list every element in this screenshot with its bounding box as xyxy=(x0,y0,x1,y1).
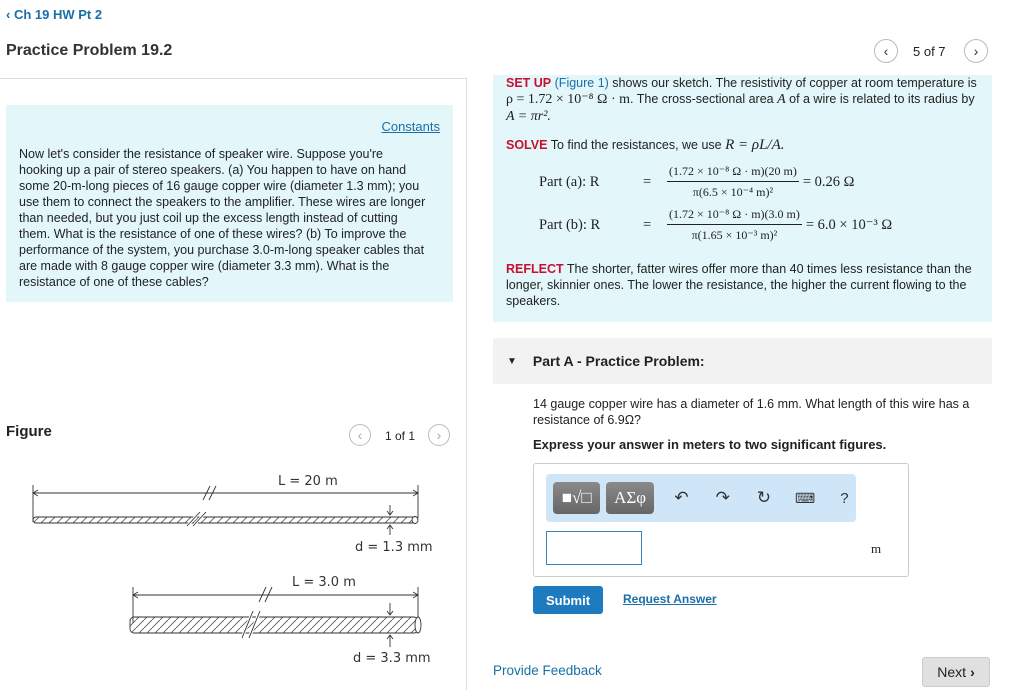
setup-text: shows our sketch. The resistivity of copper at room temperature is xyxy=(608,76,977,90)
math-toolbar xyxy=(546,474,856,522)
wire-1 xyxy=(33,517,415,523)
answer-area xyxy=(533,463,909,577)
solve-label: SOLVE xyxy=(506,138,548,152)
keyboard-icon[interactable]: ⌨ xyxy=(795,489,816,506)
figure-pagination: 1 of 1 xyxy=(385,429,416,443)
figure-label: Figure xyxy=(6,423,52,440)
chevron-left-icon: ‹ xyxy=(883,43,889,59)
numerator: (1.72 × 10⁻⁸ Ω · m)(3.0 m) xyxy=(667,206,802,225)
unit-label: m xyxy=(871,541,882,556)
eq-sign: = xyxy=(643,173,652,190)
page-title: Practice Problem 19.2 xyxy=(6,42,173,59)
solve-text: To find the resistances, we use xyxy=(547,138,726,152)
divider xyxy=(0,78,466,79)
chevron-right-icon: › xyxy=(973,43,979,59)
part-a-header[interactable] xyxy=(493,338,992,384)
denominator: π(6.5 × 10⁻⁴ m)² xyxy=(692,185,774,199)
wire-2 xyxy=(130,617,418,633)
next-problem-button[interactable] xyxy=(964,39,988,63)
denominator: π(1.65 × 10⁻³ m)² xyxy=(691,228,778,242)
constants-link[interactable]: Constants xyxy=(381,119,440,134)
solve-paragraph xyxy=(506,137,785,153)
chevron-right-icon: › xyxy=(436,427,442,443)
vertical-divider xyxy=(466,78,467,690)
back-link[interactable]: ‹ Ch 19 HW Pt 2 xyxy=(6,7,103,22)
prev-problem-button[interactable] xyxy=(874,39,898,63)
rho-expression: ρ = 1.72 × 10⁻⁸ Ω · m xyxy=(506,92,631,107)
numerator: (1.72 × 10⁻⁸ Ω · m)(20 m) xyxy=(667,163,799,182)
fraction xyxy=(667,163,799,200)
figure-next-button[interactable] xyxy=(428,424,450,446)
question-text: 14 gauge copper wire has a diameter of 1.6 mm. What length of this wire has a resistance of 6.9Ω? xyxy=(533,397,970,427)
setup-paragraph xyxy=(506,75,982,125)
setup-text: . The cross-sectional area xyxy=(630,92,778,106)
area-symbol: A xyxy=(777,92,786,107)
wire2-diameter-label: d = 3.3 mm xyxy=(353,651,431,666)
part-a-equation xyxy=(539,163,854,200)
reset-icon[interactable]: ↻ xyxy=(756,488,772,507)
eq-sign: = xyxy=(643,216,652,233)
part-a-title: Part A - Practice Problem: xyxy=(532,353,705,369)
reflect-paragraph xyxy=(506,261,982,309)
reflect-text: The shorter, fatter wires offer more than 40 times less resistance than the longer, skinnier ones. The lower the resistance, the higher the current flowing to the speakers. xyxy=(506,262,972,308)
formula: R = ρL/A. xyxy=(725,137,785,153)
back-label: Ch 19 HW Pt 2 xyxy=(13,7,103,22)
setup-label: SET UP xyxy=(506,76,552,90)
solution-box xyxy=(493,75,992,322)
request-answer-link[interactable]: Request Answer xyxy=(623,592,717,606)
part-b-equation xyxy=(539,206,892,243)
chevron-right-icon: › xyxy=(970,664,975,680)
undo-icon[interactable]: ↶ xyxy=(674,488,689,507)
provide-feedback-link[interactable]: Provide Feedback xyxy=(493,663,602,678)
figure-link[interactable]: (Figure 1) xyxy=(554,76,609,90)
problem-pagination: 5 of 7 xyxy=(913,44,946,59)
figure-prev-button[interactable] xyxy=(349,424,371,446)
submit-button[interactable]: Submit xyxy=(533,586,603,614)
wire2-length-label: L = 3.0 m xyxy=(292,575,356,590)
problem-text: Now let's consider the resistance of speaker wire. Suppose you're hooking up a pair of stereo speakers. (a) You happen to have on hand some 20-m-long pieces of 16 gauge copper wire (diameter 1.3 mm); you use them to connect the speakers to the amplifier. These wires are longer than needed, but you just coil up the excess length instead of cutting them. What is the resistance of one of these wires? (b) To improve the performance of the system, you purchase 3.0-m-long speaker cables that are made with 8 gauge copper wire (diameter 3.3 mm). What is the resistance of one of these cables? xyxy=(19,147,426,289)
problem-statement-box xyxy=(6,105,453,302)
answer-input[interactable] xyxy=(546,531,642,565)
caret-down-icon: ▼ xyxy=(507,355,517,367)
templates-button[interactable]: ■√□ xyxy=(553,482,600,514)
reflect-label: REFLECT xyxy=(506,262,564,276)
next-button[interactable] xyxy=(922,657,990,687)
greek-symbols-button[interactable]: ΑΣφ xyxy=(606,482,653,514)
chevron-left-icon: ‹ xyxy=(357,427,363,443)
eq-label: Part (b): R xyxy=(539,216,601,233)
eq-result: = 6.0 × 10⁻³ Ω xyxy=(805,216,893,233)
wire1-diameter-label: d = 1.3 mm xyxy=(355,540,433,555)
next-label: Next xyxy=(937,664,967,680)
redo-icon[interactable]: ↷ xyxy=(715,488,730,507)
eq-label: Part (a): R xyxy=(539,173,600,190)
eq-result: = 0.26 Ω xyxy=(802,173,855,190)
wire1-length-label: L = 20 m xyxy=(278,474,338,489)
instruction-text: Express your answer in meters to two significant figures. xyxy=(533,437,887,452)
area-expression: A = πr². xyxy=(506,109,551,124)
help-button[interactable]: ? xyxy=(840,489,849,507)
wire-figure xyxy=(0,460,460,680)
fraction xyxy=(667,206,802,243)
setup-text: of a wire is related to its radius by xyxy=(785,92,975,106)
